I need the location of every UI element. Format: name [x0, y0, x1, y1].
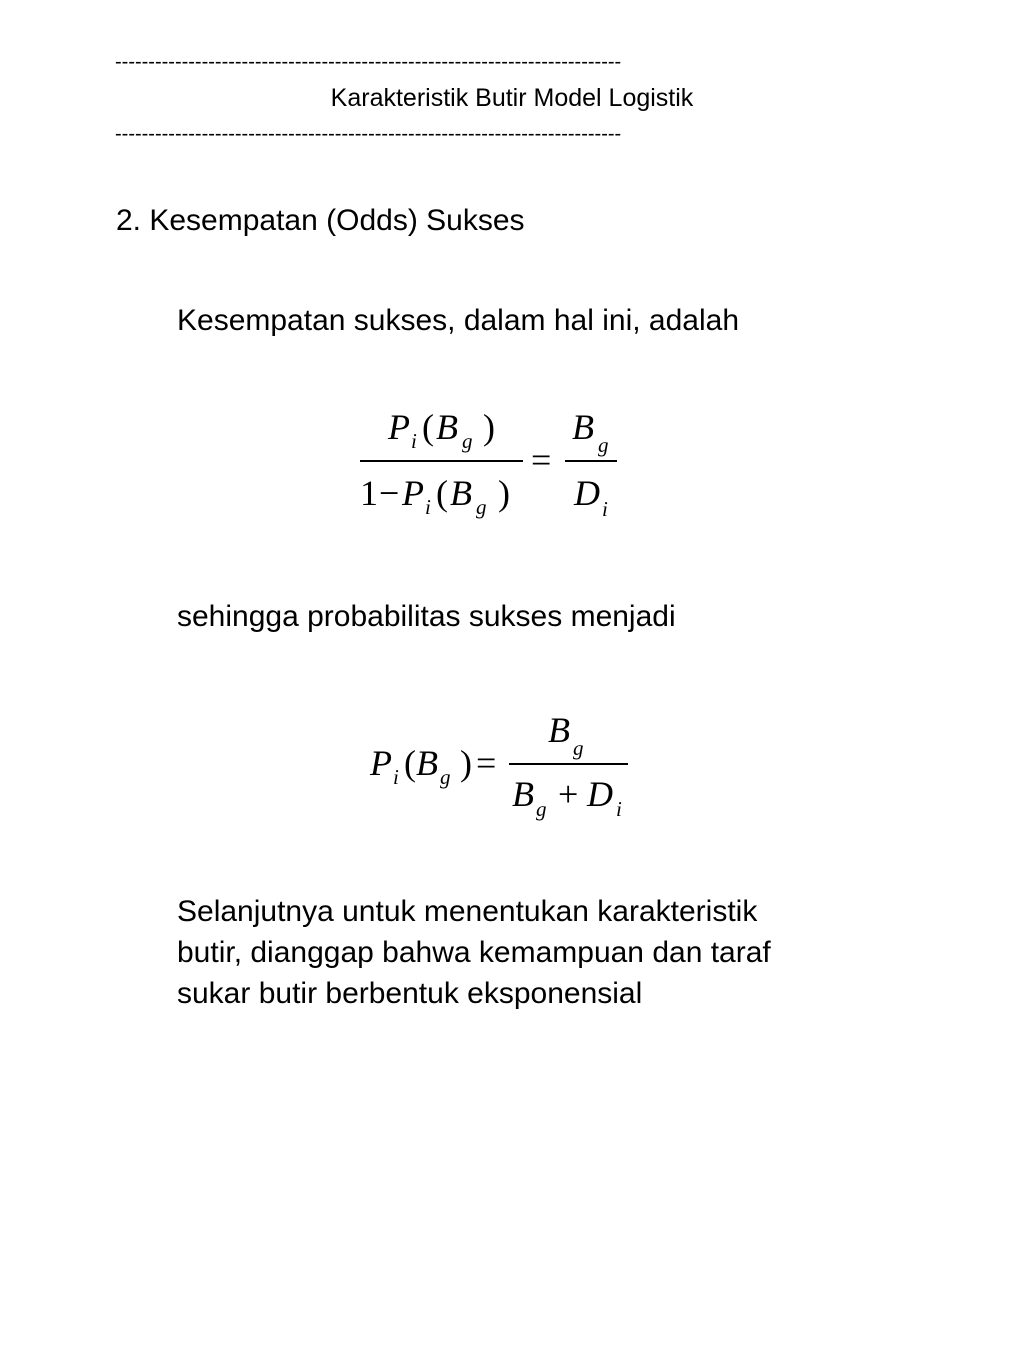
prob-num-B: B [548, 710, 570, 750]
intro-text: Kesempatan sukses, dalam hal ini, adalah [177, 304, 740, 337]
odds-den-minus: − [379, 473, 400, 513]
probability-formula [360, 705, 650, 835]
prob-num-g: g [573, 736, 584, 760]
closing-line-3: sukar butir berbentuk eksponensial [177, 977, 643, 1010]
header-rule-top: ---------------------------------------------------------------------------- [115, 51, 622, 73]
odds-den-i: i [425, 495, 431, 519]
section-heading: 2. Kesempatan (Odds) Sukses [116, 204, 525, 237]
prob-den-g: g [536, 797, 547, 821]
odds-formula [350, 395, 640, 535]
prob-lhs-g: g [440, 765, 451, 789]
prob-lhs-lparen: ( [404, 743, 416, 783]
header-rule-bottom: ---------------------------------------------------------------------------- [115, 123, 622, 145]
header-title: Karakteristik Butir Model Logistik [330, 84, 694, 112]
odds-den-g: g [476, 495, 487, 519]
odds-rhs-num-B: B [572, 407, 594, 447]
prob-den-B: B [512, 774, 534, 814]
prob-equals: = [476, 743, 497, 783]
closing-line-2: butir, dianggap bahwa kemampuan dan taraf [177, 936, 771, 969]
odds-num-P: P [388, 407, 410, 447]
prob-lhs-rparen: ) [460, 743, 472, 783]
odds-num-B: B [436, 407, 458, 447]
odds-num-i: i [411, 429, 417, 453]
odds-den-one: 1 [360, 473, 378, 513]
odds-num-g: g [462, 429, 473, 453]
odds-den-lparen: ( [436, 473, 448, 513]
odds-num-lparen: ( [422, 407, 434, 447]
odds-den-rparen: ) [498, 473, 510, 513]
prob-lhs-B: B [416, 743, 438, 783]
prob-lhs-P: P [370, 743, 392, 783]
odds-rhs-den-D: D [574, 473, 600, 513]
odds-den-B: B [450, 473, 472, 513]
odds-den-P: P [402, 473, 424, 513]
prob-den-i: i [616, 797, 622, 821]
odds-num-rparen: ) [483, 407, 495, 447]
closing-line-1: Selanjutnya untuk menentukan karakteristik [177, 895, 758, 928]
odds-rhs-num-g: g [598, 433, 609, 457]
odds-rhs-den-i: i [602, 497, 608, 521]
odds-equals: = [531, 440, 552, 480]
prob-den-D: D [587, 774, 613, 814]
middle-text: sehingga probabilitas sukses menjadi [177, 600, 676, 633]
prob-den-plus: + [558, 774, 579, 814]
prob-lhs-i: i [393, 765, 399, 789]
